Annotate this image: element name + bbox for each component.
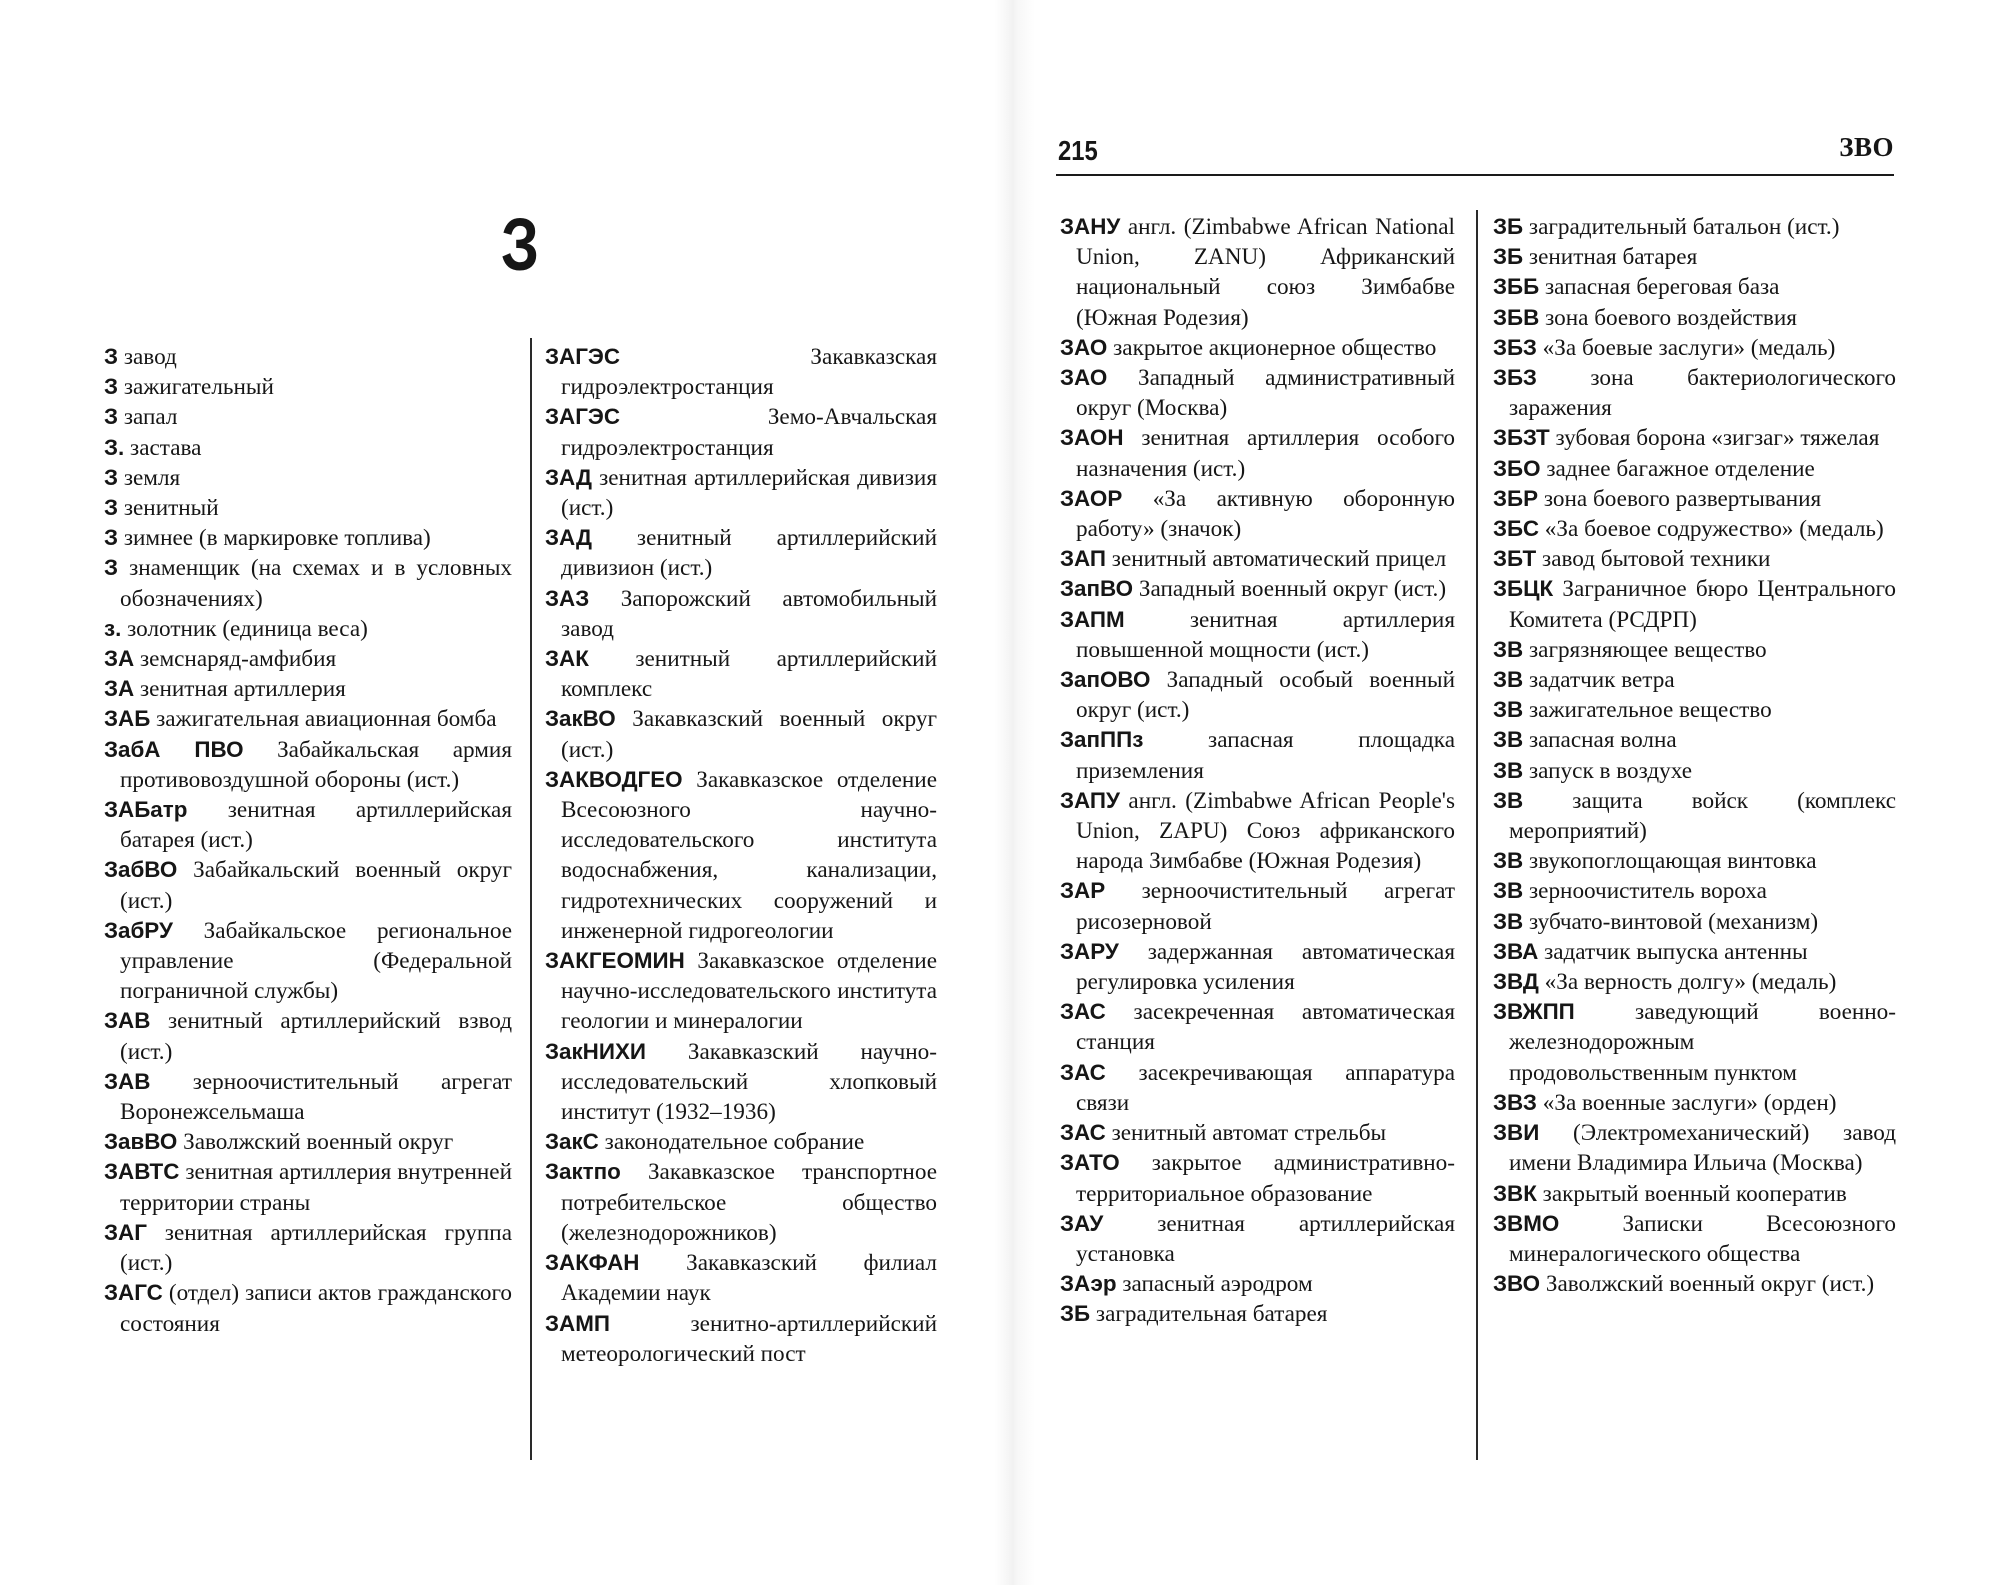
entry-abbreviation: ЗакВО <box>545 706 616 732</box>
dictionary-entry <box>104 342 512 372</box>
entry-abbreviation: ЗБР <box>1493 485 1539 511</box>
entry-abbreviation: ЗВО <box>1493 1271 1541 1297</box>
entry-abbreviation: ЗБ <box>1060 1301 1091 1327</box>
entry-definition: Забайкальская армия противовоздушной обороны (ист.) <box>120 736 512 793</box>
entry-definition: Западный особый военный округ (ист.) <box>1076 667 1456 724</box>
entry-abbreviation: ЗАУ <box>1060 1210 1104 1236</box>
entry-abbreviation: З <box>104 464 119 490</box>
dictionary-entry <box>1493 997 1896 1088</box>
dictionary-entry <box>1493 484 1896 514</box>
entry-definition: зенитная артиллерийская установка <box>1076 1210 1455 1267</box>
entry-abbreviation: ЗавВО <box>104 1129 178 1155</box>
dictionary-entry <box>1493 967 1896 997</box>
entry-definition: зерноочистительный агрегат Воронежсельмаша <box>120 1068 512 1126</box>
entry-definition: завод <box>123 344 177 370</box>
entry-definition: запасная волна <box>1529 727 1677 754</box>
dictionary-entry <box>1493 333 1896 363</box>
entry-abbreviation: ЗВ <box>1493 878 1524 904</box>
dictionary-entry <box>1493 665 1896 695</box>
dictionary-entry <box>104 614 512 644</box>
entry-definition: Заволжский военный округ (ист.) <box>1545 1271 1875 1298</box>
entry-definition: завод бытовой техники <box>1542 546 1771 573</box>
entry-definition: зенитный артиллерийский взвод (ист.) <box>120 1008 513 1065</box>
entry-definition: запасная площадка приземления <box>1076 727 1455 784</box>
entry-definition: задатчик выпуска антенны <box>1544 938 1808 965</box>
entry-definition: засекреченная автоматическая станция <box>1076 999 1455 1056</box>
entry-abbreviation: ЗАП <box>1060 546 1106 572</box>
dictionary-entry <box>1493 937 1896 967</box>
entry-abbreviation: З <box>104 344 119 369</box>
entry-abbreviation: ЗапВО <box>1060 576 1134 602</box>
dictionary-entry <box>1060 544 1455 574</box>
entry-definition: Записки Всесоюзного минералогического общества <box>1509 1210 1896 1267</box>
dictionary-entry <box>1493 725 1896 755</box>
dictionary-entry <box>545 523 937 583</box>
entry-abbreviation: ЗАД <box>545 525 592 551</box>
entry-definition: зубовая борона «зигзаг» тяжелая <box>1555 425 1880 452</box>
entry-definition: земля <box>123 464 181 491</box>
entry-abbreviation: ЗАГ <box>104 1219 147 1245</box>
dictionary-entry <box>1493 212 1896 242</box>
entry-abbreviation: ЗакС <box>545 1129 599 1155</box>
dictionary-entry <box>545 1309 937 1369</box>
entry-definition: Закавказское транспортное потребительское общество (железнодорожников) <box>561 1159 937 1246</box>
dictionary-entry <box>104 463 512 493</box>
dictionary-entry <box>545 1248 937 1308</box>
left-page-column-2 <box>545 342 937 1369</box>
entry-definition: Забайкальское региональное управление (Федеральной пограничной службы) <box>120 917 512 1005</box>
entry-definition: Закавказский научно-исследовательский хлопковый институт (1932–1936) <box>561 1038 938 1126</box>
dictionary-entry <box>1493 574 1896 634</box>
dictionary-entry <box>1493 514 1896 544</box>
dictionary-entry <box>104 1006 512 1066</box>
entry-abbreviation: ЗБТ <box>1493 546 1537 572</box>
dictionary-entry <box>104 372 512 402</box>
entry-abbreviation: ЗАБ <box>104 706 151 732</box>
dictionary-entry <box>1060 997 1455 1057</box>
entry-abbreviation: З <box>104 525 119 551</box>
entry-abbreviation: ЗВ <box>1493 697 1524 723</box>
entry-abbreviation: ЗабРУ <box>104 917 173 943</box>
entry-abbreviation: ЗА <box>104 676 135 702</box>
left-page-column-1 <box>104 342 512 1339</box>
dictionary-entry <box>1060 725 1455 785</box>
entry-definition: заведующий военно-железнодорожным продовольственным пунктом <box>1509 999 1897 1086</box>
entry-abbreviation: ЗАС <box>1060 1059 1106 1085</box>
entry-abbreviation: ЗАКФАН <box>545 1250 640 1276</box>
dictionary-entry <box>1493 423 1896 453</box>
dictionary-entry <box>1060 1299 1455 1329</box>
entry-abbreviation: ЗАГЭС <box>545 404 620 430</box>
dictionary-entry <box>104 855 512 915</box>
entry-definition: Запорожский автомобильный завод <box>561 585 937 642</box>
dictionary-entry <box>545 644 937 704</box>
entry-abbreviation: Зактпо <box>545 1159 621 1185</box>
dictionary-entry <box>1060 212 1455 333</box>
entry-abbreviation: ЗАВТС <box>104 1159 180 1185</box>
dictionary-entry <box>1060 1269 1455 1299</box>
entry-definition: зенитный <box>123 495 219 522</box>
entry-definition: застава <box>130 434 202 461</box>
dictionary-entry <box>1493 786 1896 846</box>
entry-abbreviation: ЗВК <box>1493 1180 1537 1206</box>
entry-abbreviation: ЗБ <box>1493 244 1524 270</box>
entry-definition: (отдел) записи актов гражданского состояния <box>120 1280 512 1337</box>
entry-definition: законодательное собрание <box>604 1129 865 1156</box>
entry-abbreviation: ЗБВ <box>1493 304 1540 330</box>
dictionary-entry <box>1060 423 1455 483</box>
entry-abbreviation: ЗабА ПВО <box>104 736 244 762</box>
entry-definition: закрытое административно-территориальное образование <box>1076 1150 1455 1207</box>
entry-definition: зона боевого развертывания <box>1543 485 1822 512</box>
entry-abbreviation: ЗАВ <box>104 1068 151 1094</box>
entry-definition: заднее багажное отделение <box>1546 455 1815 482</box>
entry-definition: заградительная батарея <box>1095 1301 1328 1328</box>
dictionary-entry <box>1060 1148 1455 1208</box>
dictionary-entry <box>1060 363 1455 423</box>
entry-abbreviation: ЗАКГЕОМИН <box>545 948 685 974</box>
entry-definition: Закавказский военный округ (ист.) <box>561 706 937 763</box>
entry-definition: заградительный батальон (ист.) <box>1528 214 1840 240</box>
entry-abbreviation: ЗАО <box>1060 365 1108 391</box>
entry-abbreviation: ЗВЗ <box>1493 1089 1537 1115</box>
entry-definition: знаменщик (на схемах и в условных обозначениях) <box>120 555 512 612</box>
dictionary-entry <box>1493 846 1896 876</box>
entry-definition: Закавказская гидроэлектростанция <box>561 344 937 401</box>
entry-abbreviation: ЗАОР <box>1060 485 1123 511</box>
entry-abbreviation: ЗВ <box>1493 787 1524 813</box>
dictionary-entry <box>104 1278 512 1338</box>
dictionary-entry <box>1493 907 1896 937</box>
dictionary-entry <box>104 704 512 734</box>
entry-abbreviation: ЗАМП <box>545 1310 610 1336</box>
entry-definition: засекречивающая аппаратура связи <box>1076 1059 1455 1116</box>
entry-abbreviation: ЗабВО <box>104 857 178 883</box>
entry-abbreviation: ЗВА <box>1493 938 1539 964</box>
dictionary-entry <box>1493 303 1896 333</box>
entry-definition: зона бактериологического заражения <box>1509 365 1896 422</box>
dictionary-entry <box>545 402 937 462</box>
entry-definition: Заграничное бюро Центрального Комитета (РСДРП) <box>1509 576 1897 633</box>
dictionary-entry <box>1493 1179 1896 1209</box>
dictionary-entry <box>545 1157 937 1248</box>
entry-definition: закрытый военный кооператив <box>1542 1180 1847 1207</box>
entry-definition: задержанная автоматическая регулировка усиления <box>1076 938 1456 996</box>
entry-definition: Забайкальский военный округ (ист.) <box>120 857 512 914</box>
entry-definition: «За боевые заслуги» (медаль) <box>1542 334 1836 361</box>
entry-definition: земснаряд-амфибия <box>140 646 337 673</box>
entry-abbreviation: З <box>104 495 119 521</box>
left-column-divider <box>530 338 532 1460</box>
entry-abbreviation: ЗАР <box>1060 878 1106 904</box>
entry-abbreviation: ЗББ <box>1493 274 1540 300</box>
entry-definition: зерноочистительный агрегат рисозерновой <box>1076 878 1456 935</box>
entry-abbreviation: ЗАС <box>1060 999 1106 1025</box>
entry-definition: зенитная батарея <box>1528 244 1698 271</box>
entry-abbreviation: ЗАГЭС <box>545 344 620 369</box>
entry-abbreviation: ЗВМО <box>1493 1210 1560 1236</box>
entry-definition: Западный административный округ (Москва) <box>1076 365 1456 422</box>
entry-definition: закрытое акционерное общество <box>1113 334 1437 361</box>
entry-definition: Закавказский филиал Академии наук <box>561 1250 937 1307</box>
entry-abbreviation: ЗБЗТ <box>1493 425 1550 451</box>
entry-abbreviation: ЗАНУ <box>1060 214 1121 239</box>
dictionary-entry <box>1493 1269 1896 1299</box>
entry-definition: запуск в воздухе <box>1529 757 1693 784</box>
entry-definition: англ. (Zimbabwe African People's Union, ZAPU) Союз африканского народа Зимбабве (Южная Родезия) <box>1076 787 1455 875</box>
entry-definition: загрязняющее вещество <box>1529 636 1767 663</box>
dictionary-entry <box>104 493 512 523</box>
entry-definition: зона боевого воздействия <box>1545 304 1797 331</box>
entry-definition: зажигательная авиационная бомба <box>156 706 497 733</box>
dictionary-entry <box>1060 1118 1455 1148</box>
dictionary-entry <box>1493 454 1896 484</box>
entry-definition: зенитный артиллерийский комплекс <box>561 646 937 703</box>
dictionary-entry <box>1493 635 1896 665</box>
dictionary-entry <box>104 523 512 553</box>
entry-definition: зенитная артиллерия повышенной мощности (ист.) <box>1076 606 1455 663</box>
entry-definition: «За активную оборонную работу» (значок) <box>1076 485 1455 543</box>
entry-definition: зенитная артиллерийская батарея (ист.) <box>120 797 513 854</box>
entry-abbreviation: ЗАД <box>545 464 592 490</box>
entry-definition: Заволжский военный округ <box>183 1129 454 1156</box>
entry-definition: Земо-Авчальская гидроэлектростанция <box>561 404 937 461</box>
dictionary-entry <box>1493 695 1896 725</box>
entry-abbreviation: ЗАЗ <box>545 585 590 611</box>
entry-definition: запасная береговая база <box>1545 274 1780 301</box>
entry-abbreviation: ЗВ <box>1493 727 1524 753</box>
entry-definition: зенитный автомат стрельбы <box>1111 1120 1387 1147</box>
header-rule <box>1056 174 1894 176</box>
dictionary-entry <box>1493 272 1896 302</box>
dictionary-entry <box>1060 333 1455 363</box>
entry-abbreviation: ЗАПУ <box>1060 787 1120 813</box>
dictionary-entry <box>1493 876 1896 906</box>
entry-abbreviation: ЗапОВО <box>1060 667 1151 693</box>
entry-abbreviation: ЗБО <box>1493 455 1541 481</box>
entry-abbreviation: ЗВ <box>1493 667 1524 693</box>
entry-definition: «За боевое содружество» (медаль) <box>1544 516 1884 543</box>
entry-definition: Закавказское отделение Всесоюзного научно-исследовательского института водоснабжения, канализации, гидротехнических сооружений и инженерной гидрогеологии <box>561 766 937 944</box>
dictionary-entry <box>545 342 937 402</box>
entry-definition: Западный военный округ (ист.) <box>1138 576 1447 603</box>
entry-abbreviation: ЗАэр <box>1060 1271 1117 1297</box>
dictionary-entry <box>104 1157 512 1217</box>
dictionary-entry <box>545 704 937 764</box>
entry-definition: запасный аэродром <box>1122 1271 1313 1298</box>
dictionary-entry <box>104 1218 512 1278</box>
dictionary-entry <box>1493 1118 1896 1178</box>
entry-abbreviation: ЗАК <box>545 646 589 672</box>
entry-abbreviation: З <box>104 404 119 430</box>
dictionary-entry <box>104 795 512 855</box>
page-number: 215 <box>1058 135 1098 166</box>
dictionary-entry <box>1060 665 1455 725</box>
dictionary-entry <box>1060 1209 1455 1269</box>
gutter-shadow <box>995 0 1035 1585</box>
dictionary-entry <box>1060 484 1455 544</box>
dictionary-entry <box>545 946 937 1037</box>
entry-abbreviation: З. <box>104 434 125 460</box>
entry-definition: зенитная артиллерия внутренней территории страны <box>120 1159 512 1216</box>
entry-abbreviation: ЗАБатр <box>104 797 188 823</box>
entry-abbreviation: ЗАТО <box>1060 1150 1120 1176</box>
entry-definition: «За верность долгу» (медаль) <box>1544 969 1837 996</box>
entry-abbreviation: ЗАО <box>1060 334 1108 360</box>
dictionary-entry <box>104 1127 512 1157</box>
entry-definition: защита войск (комплекс мероприятий) <box>1509 787 1896 845</box>
entry-definition: зубчато-винтовой (механизм) <box>1529 908 1819 935</box>
entry-abbreviation: ЗБЗ <box>1493 334 1537 360</box>
dictionary-entry <box>104 402 512 432</box>
entry-definition: зенитная артиллерия особого назначения (ист.) <box>1076 425 1455 482</box>
entry-abbreviation: ЗАВ <box>104 1008 151 1034</box>
dictionary-entry <box>1493 756 1896 786</box>
dictionary-entry <box>1493 242 1896 272</box>
right-page-column-1 <box>1060 212 1455 1330</box>
section-letter: З <box>500 203 540 286</box>
entry-abbreviation: ЗВЖПП <box>1493 999 1575 1025</box>
dictionary-entry <box>104 916 512 1007</box>
right-page-column-2 <box>1493 212 1896 1299</box>
dictionary-entry <box>1060 786 1455 877</box>
dictionary-entry <box>1493 363 1896 423</box>
entry-abbreviation: З <box>104 374 119 400</box>
dictionary-entry <box>1493 1209 1896 1269</box>
running-head: ЗВО <box>1839 132 1894 162</box>
dictionary-entry <box>545 765 937 946</box>
entry-abbreviation: ЗБ <box>1493 214 1524 239</box>
entry-abbreviation: ЗАГС <box>104 1280 163 1306</box>
entry-abbreviation: ЗБЗ <box>1493 365 1537 391</box>
entry-abbreviation: ЗВИ <box>1493 1120 1540 1146</box>
entry-definition: зенитная артиллерия <box>140 676 346 703</box>
entry-definition: зенитный артиллерийский дивизион (ист.) <box>561 525 937 582</box>
dictionary-entry <box>1060 605 1455 665</box>
entry-definition: запал <box>123 404 178 431</box>
entry-abbreviation: ЗАКВОДГЕО <box>545 766 683 792</box>
dictionary-entry <box>104 553 512 613</box>
entry-abbreviation: ЗАРУ <box>1060 938 1119 964</box>
entry-abbreviation: З <box>104 555 119 581</box>
entry-definition: зенитный автоматический прицел <box>1111 546 1447 573</box>
dictionary-entry <box>104 735 512 795</box>
entry-abbreviation: ЗАПМ <box>1060 606 1125 632</box>
entry-abbreviation: з. <box>104 615 122 641</box>
entry-abbreviation: ЗапППз <box>1060 727 1144 753</box>
dictionary-entry <box>545 463 937 523</box>
dictionary-entry <box>1493 1088 1896 1118</box>
entry-abbreviation: ЗАОН <box>1060 425 1124 451</box>
entry-definition: золотник (единица веса) <box>127 615 368 642</box>
entry-abbreviation: ЗакНИХИ <box>545 1038 646 1064</box>
dictionary-entry <box>1060 937 1455 997</box>
entry-definition: зажигательное вещество <box>1529 697 1772 724</box>
dictionary-entry <box>104 674 512 704</box>
entry-definition: (Электромеханический) завод имени Владимира Ильича (Москва) <box>1509 1120 1896 1177</box>
dictionary-entry <box>545 1037 937 1128</box>
entry-abbreviation: ЗА <box>104 646 135 672</box>
entry-definition: зажигательный <box>123 374 274 401</box>
entry-abbreviation: ЗВ <box>1493 636 1524 662</box>
entry-definition: зимнее (в маркировке топлива) <box>123 525 431 552</box>
entry-definition: зенитная артиллерийская дивизия (ист.) <box>561 464 937 522</box>
entry-abbreviation: ЗАС <box>1060 1120 1106 1146</box>
entry-definition: англ. (Zimbabwe African National Union, ZANU) Африканский национальный союз Зимбабве (Южная Родезия) <box>1076 214 1455 331</box>
entry-definition: задатчик ветра <box>1529 667 1675 694</box>
entry-definition: звукопоглощающая винтовка <box>1529 848 1817 875</box>
dictionary-entry <box>104 433 512 463</box>
entry-definition: Закавказское отделение научно-исследовательского института геологии и минералогии <box>561 948 938 1035</box>
entry-abbreviation: ЗВ <box>1493 848 1524 874</box>
entry-definition: зенитно-артиллерийский метеорологический пост <box>561 1310 937 1367</box>
entry-abbreviation: ЗВ <box>1493 757 1524 783</box>
entry-definition: зерноочиститель вороха <box>1529 878 1767 905</box>
dictionary-entry <box>1060 574 1455 604</box>
dictionary-entry <box>545 1127 937 1157</box>
entry-abbreviation: ЗВ <box>1493 908 1524 934</box>
entry-definition: зенитная артиллерийская группа (ист.) <box>120 1219 512 1277</box>
dictionary-entry <box>545 584 937 644</box>
dictionary-entry <box>104 644 512 674</box>
dictionary-entry <box>1493 544 1896 574</box>
entry-abbreviation: ЗБС <box>1493 516 1539 542</box>
entry-definition: «За военные заслуги» (орден) <box>1542 1089 1837 1116</box>
right-column-divider <box>1476 210 1478 1460</box>
entry-abbreviation: ЗБЦК <box>1493 576 1554 602</box>
entry-abbreviation: ЗВД <box>1493 969 1539 995</box>
dictionary-entry <box>104 1067 512 1127</box>
dictionary-entry <box>1060 1058 1455 1118</box>
dictionary-entry <box>1060 876 1455 936</box>
